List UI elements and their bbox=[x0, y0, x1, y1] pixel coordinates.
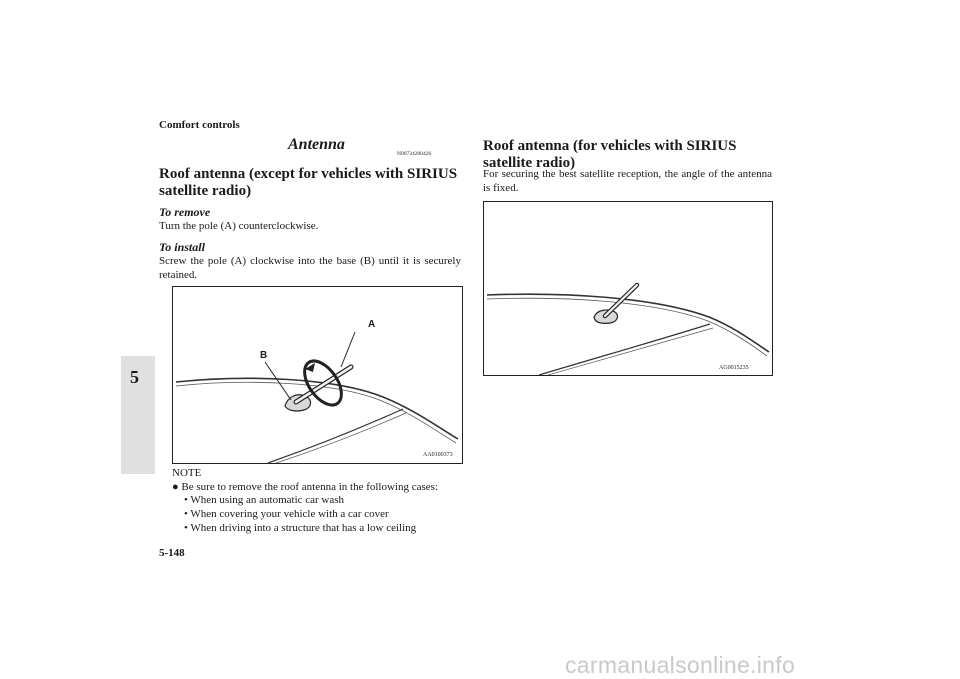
note-label: NOTE bbox=[172, 467, 202, 479]
note-item: • When using an automatic car wash bbox=[184, 494, 345, 506]
page-title: Antenna bbox=[288, 136, 345, 153]
sirius-text: For securing the best satellite reception, the angle of the antenna is fixed. bbox=[483, 168, 772, 194]
figure-code: AA0100373 bbox=[423, 452, 453, 458]
note-item: • When driving into a structure that has a low ceiling bbox=[184, 522, 417, 534]
remove-text: Turn the pole (A) counterclockwise. bbox=[159, 220, 319, 232]
note-item: • When covering your vehicle with a car cover bbox=[184, 508, 389, 520]
doc-code: N00734200426 bbox=[397, 151, 432, 157]
bullet-dot-icon: ● bbox=[172, 481, 179, 493]
watermark: carmanualsonline.info bbox=[565, 652, 796, 678]
install-text: Screw the pole (A) clockwise into the base (B) until it is securely retained. bbox=[159, 255, 461, 281]
antenna-figure-satellite bbox=[483, 201, 773, 376]
section-heading-sirius: Roof antenna (for vehicles with SIRIUS satellite radio) bbox=[483, 138, 737, 171]
note-bullet-text: Be sure to remove the roof antenna in the following cases: bbox=[181, 481, 438, 493]
note-bullet bbox=[172, 480, 472, 494]
section-header: Comfort controls bbox=[159, 119, 240, 131]
antenna-figure-removal bbox=[172, 286, 463, 464]
callout-label-b: B bbox=[260, 350, 268, 361]
callout-label-a: A bbox=[368, 319, 376, 330]
satellite-antenna-illustration bbox=[484, 202, 772, 375]
page-number: 5-148 bbox=[159, 547, 185, 559]
antenna-removal-illustration bbox=[173, 287, 462, 463]
subheading-remove: To remove bbox=[159, 205, 211, 219]
subheading-install: To install bbox=[159, 240, 205, 254]
figure-code: AG0015235 bbox=[719, 365, 749, 371]
section-heading-roof-antenna: Roof antenna (except for vehicles with SIRIUS satellite radio) bbox=[159, 166, 458, 199]
chapter-number: 5 bbox=[130, 367, 139, 387]
